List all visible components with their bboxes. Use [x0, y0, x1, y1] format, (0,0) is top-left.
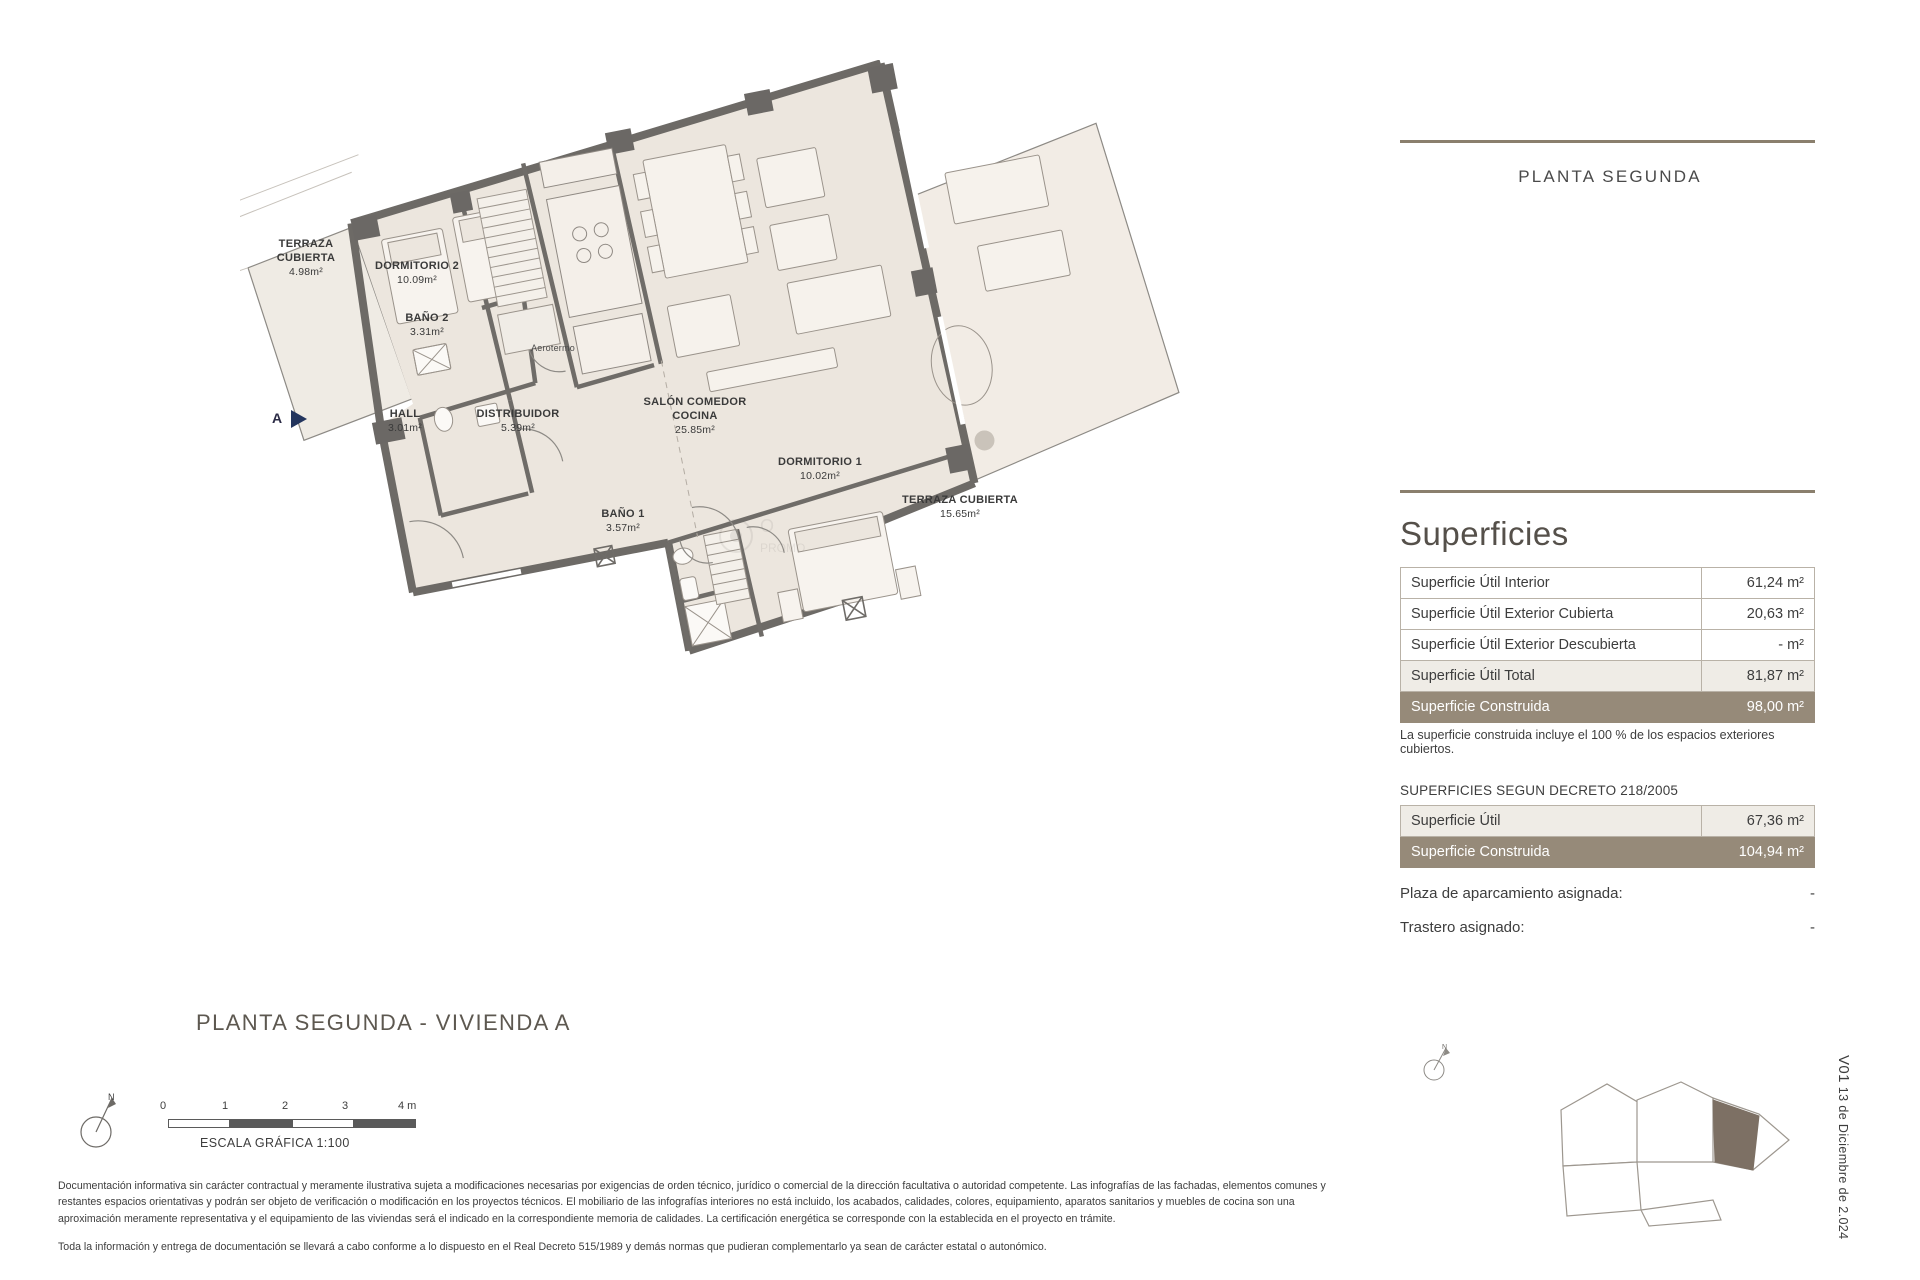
room-label-bano-2 [382, 312, 472, 340]
row-value: 98,00 m² [1702, 692, 1815, 723]
svg-text:O: O [760, 516, 775, 536]
room-name: TERRAZA CUBIERTA [901, 494, 1018, 506]
legal-paragraph-2: Toda la información y entrega de documentación se llevará a cabo conforme a lo dispuesto en el Real Decreto 515/1989 y demás normas que pudieran complementarlo ya sean de carácter estatal o autonómico. [58, 1241, 1047, 1254]
decree-table [1400, 805, 1815, 868]
room-name: TERRAZA CUBIERTA [276, 238, 336, 264]
table-row [1401, 661, 1815, 692]
parking-value: - [1810, 884, 1815, 902]
table-row [1401, 692, 1815, 723]
row-label: Superficie Útil Total [1401, 661, 1702, 692]
legal-notice [58, 1178, 1348, 1268]
storage-label: Trastero asignado: [1400, 918, 1525, 936]
scale-tick: 2 [282, 1100, 289, 1112]
room-area: 3.31m² [410, 325, 444, 338]
row-value: 61,24 m² [1702, 568, 1815, 599]
room-area: 10.09m² [397, 273, 437, 286]
scale-tick: 0 [160, 1100, 167, 1112]
room-label-terraza-cubierta-1 [258, 238, 354, 279]
access-marker [272, 408, 309, 430]
room-label-distribuidor [458, 408, 578, 436]
room-label-salon-comedor-cocina [630, 396, 760, 437]
room-area: 5.39m² [501, 421, 535, 434]
version-code-value: V01 [1835, 1055, 1852, 1083]
table-row [1401, 599, 1815, 630]
row-label: Superficie Construida [1401, 836, 1702, 867]
surfaces-note: La superficie construida incluye el 100 % de los espacios exteriores cubiertos. [1400, 728, 1775, 757]
table-row [1401, 805, 1815, 836]
access-arrow-icon [289, 408, 309, 430]
room-label-dormitorio-1 [760, 456, 880, 484]
svg-text:N: N [108, 1092, 115, 1102]
scale-bar [168, 1119, 418, 1128]
decree-heading: SUPERFICIES SEGUN DECRETO 218/2005 [1400, 782, 1679, 798]
room-name: SALÓN COMEDOR COCINA [643, 396, 747, 422]
row-value: 67,36 m² [1702, 805, 1815, 836]
parking-label: Plaza de aparcamiento asignada: [1400, 884, 1623, 902]
row-value: 81,87 m² [1702, 661, 1815, 692]
row-value: 20,63 m² [1702, 599, 1815, 630]
surfaces-table [1400, 567, 1815, 723]
storage-row [1400, 919, 1815, 936]
room-area: 3.57m² [606, 521, 640, 534]
scale-ticks [160, 1100, 460, 1116]
scale-tick: 3 [342, 1100, 349, 1112]
plan-caption: PLANTA SEGUNDA - VIVIENDA A [196, 1010, 571, 1035]
superficies-heading: Superficies [1400, 515, 1569, 552]
table-row [1401, 836, 1815, 867]
room-name: BAÑO 2 [405, 312, 449, 324]
row-label: Superficie Útil [1401, 805, 1702, 836]
svg-text:N: N [1442, 1044, 1448, 1051]
row-label: Superficie Útil Interior [1401, 568, 1702, 599]
keyplan-highlight [1713, 1100, 1759, 1170]
floor-plan-drawing [240, 60, 1360, 760]
scale-tick: 4 m [398, 1100, 417, 1112]
access-label: A [272, 410, 283, 427]
graphic-scale [160, 1100, 460, 1150]
table-row [1401, 568, 1815, 599]
room-area: 4.98m² [289, 265, 323, 278]
legal-paragraph-1: Documentación informativa sin carácter contractual y meramente ilustrativa sujeta a modificaciones necesarias por exigencias de orden técnico, jurídico o comercial de la dirección facultativa o autoridad competente. Las infografías de las fachadas, elementos comunes y restantes espacios orientativas y podrán ser objeto de verificación o modificación en los proyectos técnicos. El mobiliario de las infografías interiores no está incluido, los acabados, calidades, colores, equipamiento, aparatos sanitarios y muebles de cocina son una aproximación meramente representativa y el equipamiento de las viviendas será el indicado en la correspondiente memoria de calidades. La certificación energética se corresponde con la establecida en el proyecto en trámite. [58, 1180, 1326, 1225]
room-area: 15.65m² [940, 507, 980, 520]
row-label: Superficie Construida [1401, 692, 1702, 723]
row-label: Superficie Útil Exterior Cubierta [1401, 599, 1702, 630]
room-area: 10.02m² [800, 469, 840, 482]
planta-title: PLANTA SEGUNDA [1518, 167, 1702, 186]
storage-value: - [1810, 918, 1815, 936]
room-name: HALL [389, 408, 421, 420]
room-name: DORMITORIO 1 [777, 456, 863, 468]
row-value: - m² [1702, 630, 1815, 661]
room-area: 3.01m² [388, 421, 422, 434]
room-name: DISTRIBUIDOR [476, 408, 560, 420]
row-label: Superficie Útil Exterior Descubierta [1401, 630, 1702, 661]
version-code [1835, 1055, 1852, 1240]
room-area: 25.85m² [675, 423, 715, 436]
compass-north-icon [78, 1090, 124, 1150]
divider-superficies [1400, 490, 1815, 493]
scale-tick: 1 [222, 1100, 229, 1112]
room-name: DORMITORIO 2 [374, 260, 460, 272]
svg-text:PROMO: PROMO [760, 541, 806, 555]
keyplan-north-icon [1420, 1040, 1460, 1086]
divider-top [1400, 140, 1815, 143]
aerotermo-label: Aerotermo [531, 343, 575, 353]
room-label-bano-1 [578, 508, 668, 536]
key-plan [1545, 1070, 1830, 1230]
info-panel [1400, 140, 1820, 187]
room-label-hall [360, 408, 450, 436]
version-date: 13 de Diciembre de 2.024 [1836, 1086, 1850, 1240]
room-label-terraza-cubierta-2 [900, 494, 1020, 522]
table-row [1401, 630, 1815, 661]
scale-caption: ESCALA GRÁFICA 1:100 [200, 1136, 350, 1150]
room-name: BAÑO 1 [601, 508, 645, 520]
surfaces-panel [1400, 490, 1820, 936]
parking-row [1400, 885, 1815, 902]
room-label-dormitorio-2 [362, 260, 472, 288]
row-value: 104,94 m² [1702, 836, 1815, 867]
